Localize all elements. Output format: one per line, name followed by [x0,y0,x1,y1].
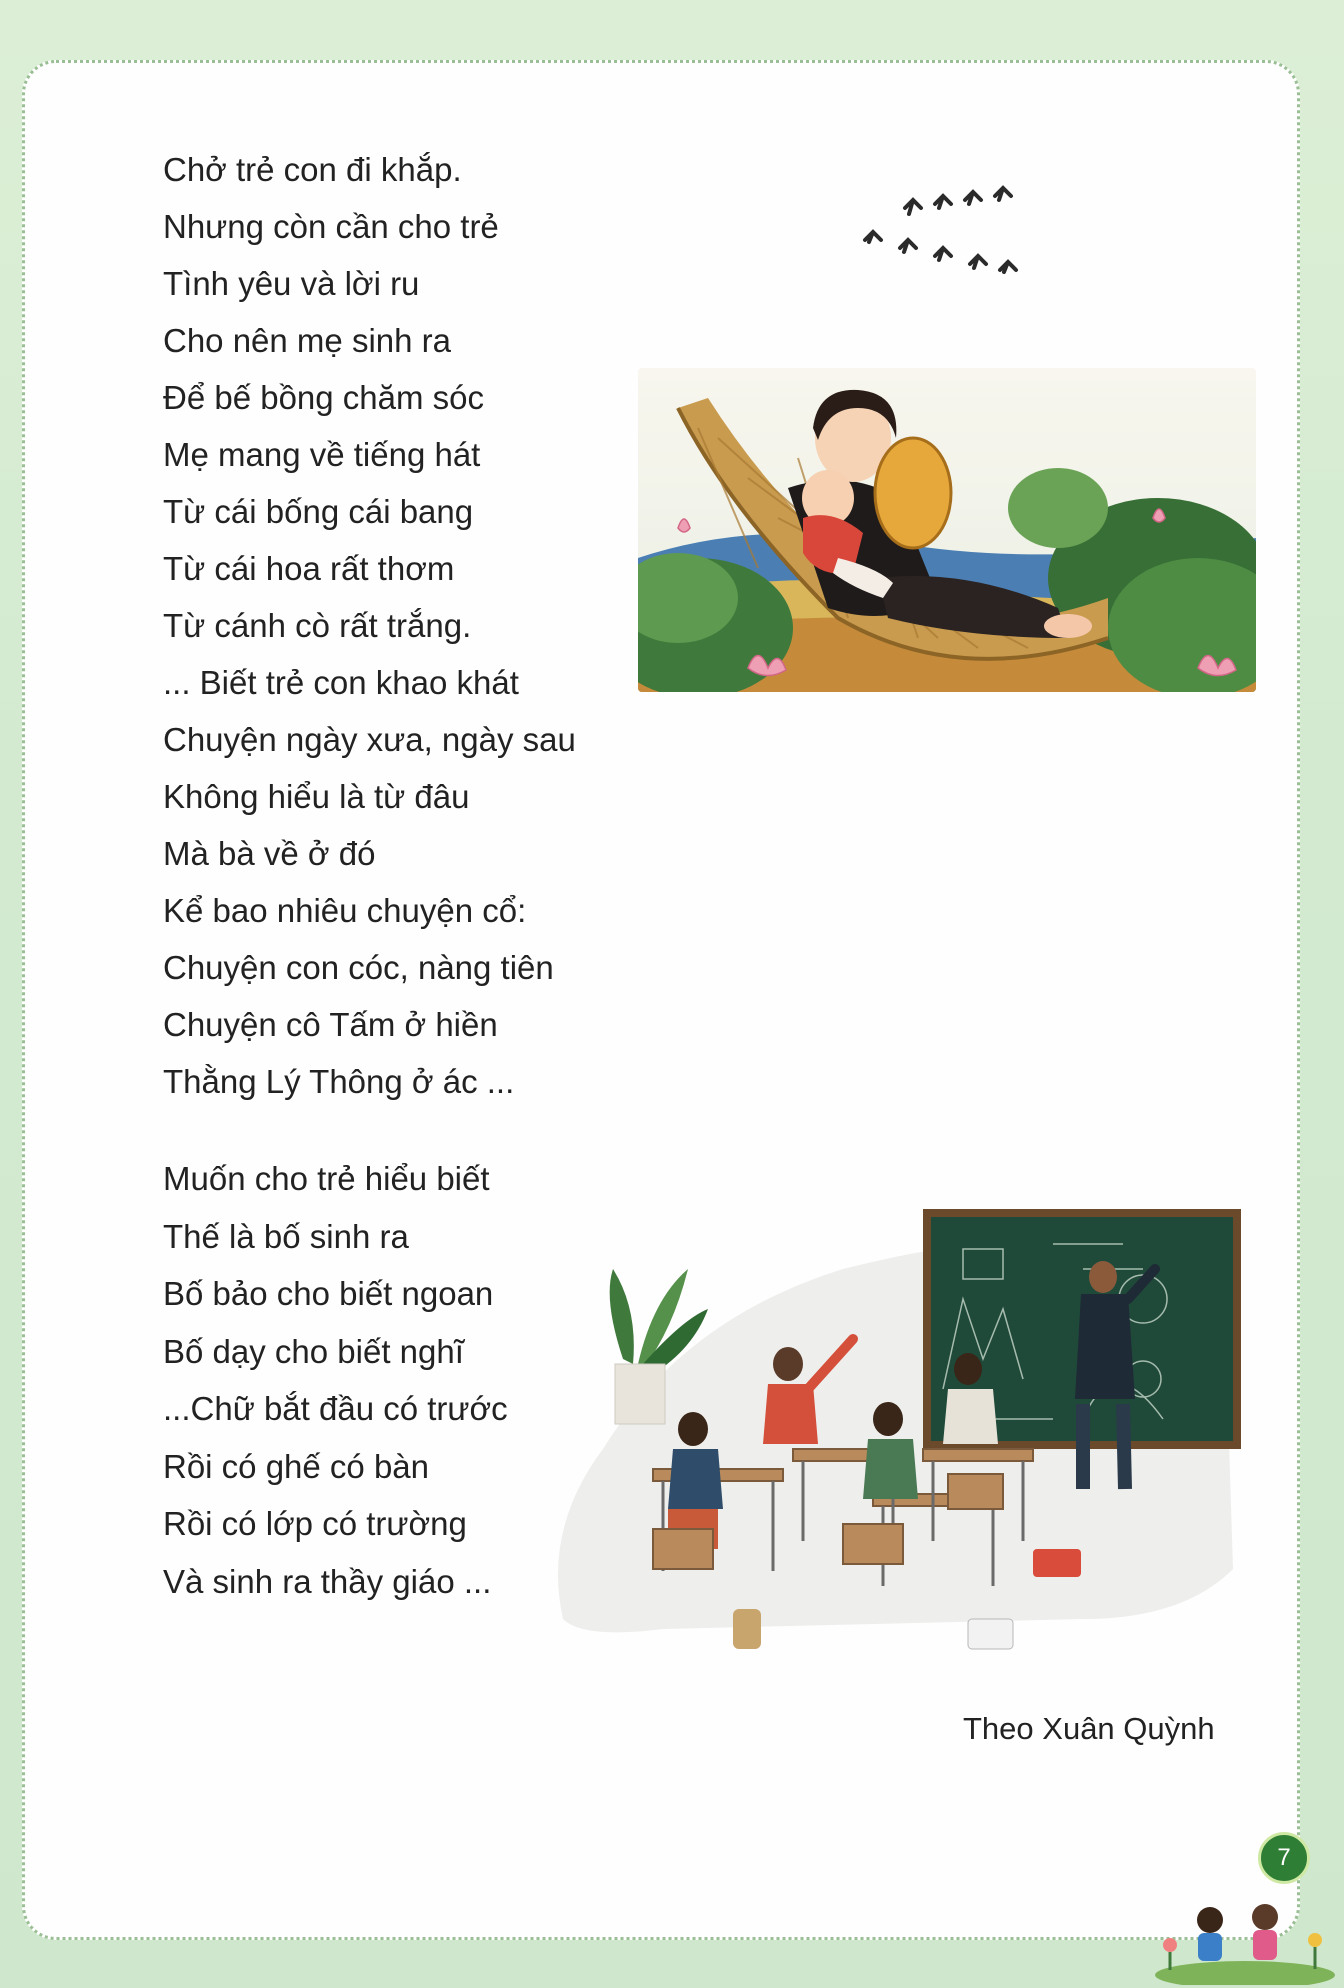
page-number: 7 [1258,1832,1310,1884]
poem-line: Tình yêu và lời ru [163,265,420,302]
mother-hammock-illustration [638,368,1256,692]
poem-line: Thế là bố sinh ra [163,1217,409,1255]
poem-line: Từ cánh cò rất trắng. [163,607,472,644]
poem-line: Thằng Lý Thông ở ác ... [163,1063,515,1100]
poem-line: Muốn cho trẻ hiểu biết [163,1160,490,1197]
poem-line: ...Chữ bắt đầu có trước [163,1390,508,1427]
poem-line: Chuyện cô Tấm ở hiền [163,1006,498,1043]
poem-line: Và sinh ra thầy giáo ... [163,1562,492,1600]
poem-author: Theo Xuân Quỳnh [963,1711,1215,1746]
poem-line: Chuyện con cóc, nàng tiên [163,949,554,986]
book-page [22,60,1300,1940]
classroom-illustration [543,1149,1243,1679]
poem-line: Để bế bồng chăm sóc [163,379,485,416]
poem-line: Từ cái hoa rất thơm [163,550,455,587]
poem-stanza-1 [163,141,683,1110]
poem-line: Không hiểu là từ đâu [163,778,470,815]
kids-corner-decoration [1150,1885,1340,1985]
poem-line: Rồi có ghế có bàn [163,1447,430,1485]
birds-illustration [845,178,1045,278]
poem-line: Chuyện ngày xưa, ngày sau [163,721,576,758]
poem-line: Rồi có lớp có trường [163,1505,467,1542]
poem-line: Bố dạy cho biết nghĩ [163,1332,464,1370]
poem-line: Nhưng còn cần cho trẻ [163,208,499,245]
poem-line: Cho nên mẹ sinh ra [163,322,451,359]
poem-line: ... Biết trẻ con khao khát [163,664,519,701]
poem-line: Mẹ mang về tiếng hát [163,436,481,473]
poem-line: Chở trẻ con đi khắp. [163,151,462,188]
poem-line: Mà bà về ở đó [163,835,376,872]
poem-line: Từ cái bống cái bang [163,493,474,530]
poem-line: Bố bảo cho biết ngoan [163,1275,494,1312]
poem-line: Kể bao nhiêu chuyện cổ: [163,892,527,929]
